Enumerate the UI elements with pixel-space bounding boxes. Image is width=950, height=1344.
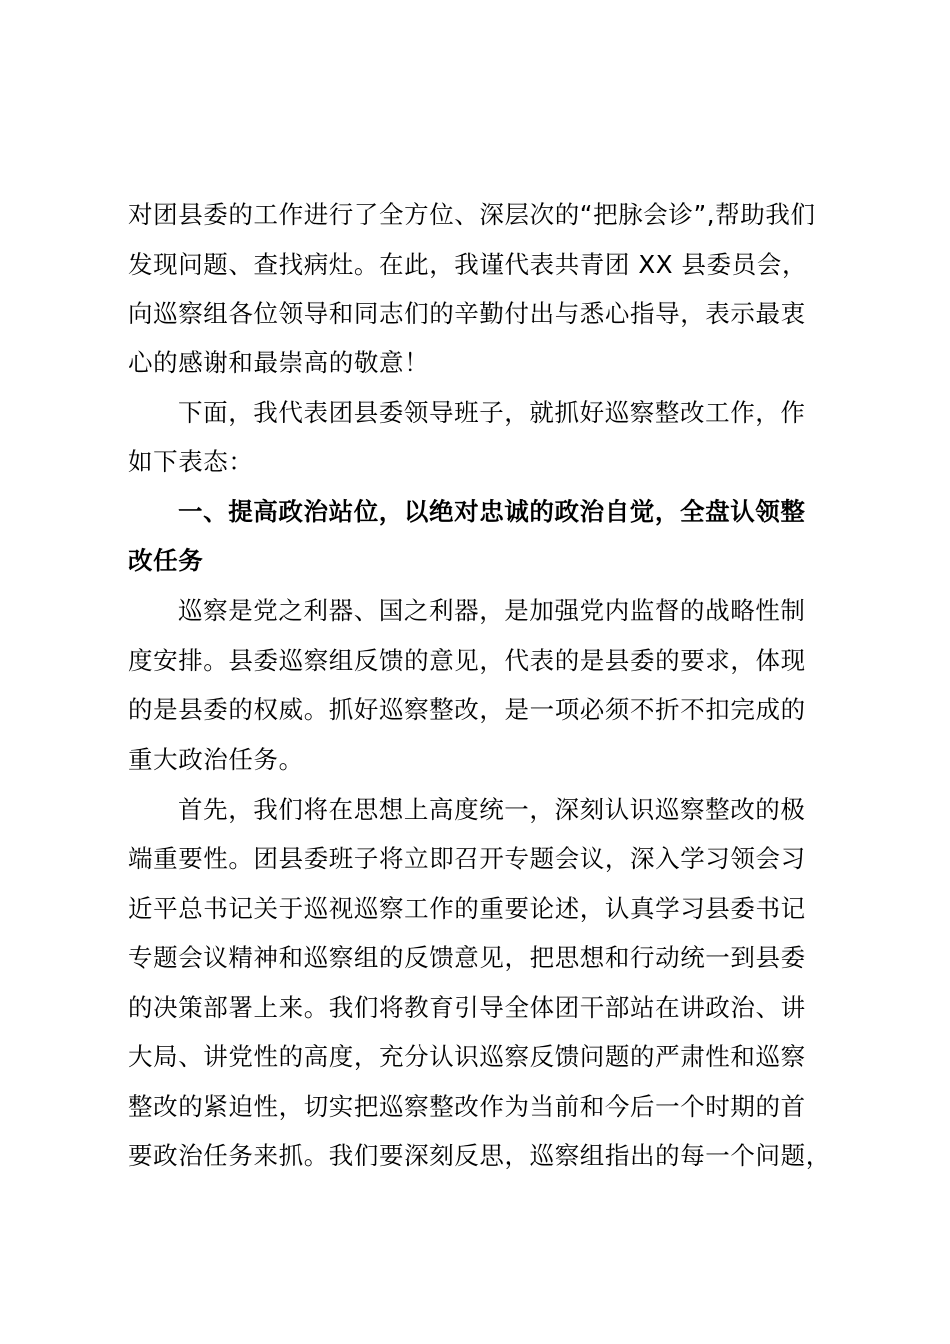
paragraph-line: 的决策部署上来。我们将教育引导全体团干部站在讲政治、讲 — [128, 993, 806, 1022]
section-heading: 一、提高政治站位，以绝对忠诚的政治自觉，全盘认领整 — [178, 497, 806, 526]
paragraph-line: 首先，我们将在思想上高度统一，深刻认识巡察整改的极 — [178, 795, 806, 824]
paragraph-line: 专题会议精神和巡察组的反馈意见，把思想和行动统一到县委 — [128, 943, 806, 972]
paragraph-line: 的是县委的权威。抓好巡察整改，是一项必须不折不扣完成的 — [128, 695, 806, 724]
paragraph-line: 巡察是党之利器、国之利器，是加强党内监督的战略性制 — [178, 596, 806, 625]
paragraph-line: 近平总书记关于巡视巡察工作的重要论述，认真学习县委书记 — [128, 894, 806, 923]
paragraph-line: 下面，我代表团县委领导班子，就抓好巡察整改工作，作 — [178, 398, 806, 427]
paragraph-line: 如下表态： — [128, 447, 254, 476]
paragraph-line: 心的感谢和最崇高的敬意！ — [128, 348, 430, 377]
paragraph-line: 重大政治任务。 — [128, 745, 304, 774]
paragraph-line: 大局、讲党性的高度，充分认识巡察反馈问题的严肃性和巡察 — [128, 1042, 806, 1071]
paragraph-line: 端重要性。团县委班子将立即召开专题会议，深入学习领会习 — [128, 844, 806, 873]
paragraph-line: 对团县委的工作进行了全方位、深层次的“把脉会诊”,帮助我们 — [128, 200, 816, 229]
paragraph-line: 度安排。县委巡察组反馈的意见，代表的是县委的要求，体现 — [128, 646, 806, 675]
paragraph-line: 要政治任务来抓。我们要深刻反思，巡察组指出的每一个问题， — [128, 1141, 831, 1170]
section-heading: 改任务 — [128, 546, 204, 575]
paragraph-line: 发现问题、查找病灶。在此，我谨代表共青团 XX 县委员会， — [128, 250, 808, 279]
paragraph-line: 整改的紧迫性，切实把巡察整改作为当前和今后一个时期的首 — [128, 1092, 806, 1121]
paragraph-line: 向巡察组各位领导和同志们的辛勤付出与悉心指导，表示最衷 — [128, 299, 806, 328]
